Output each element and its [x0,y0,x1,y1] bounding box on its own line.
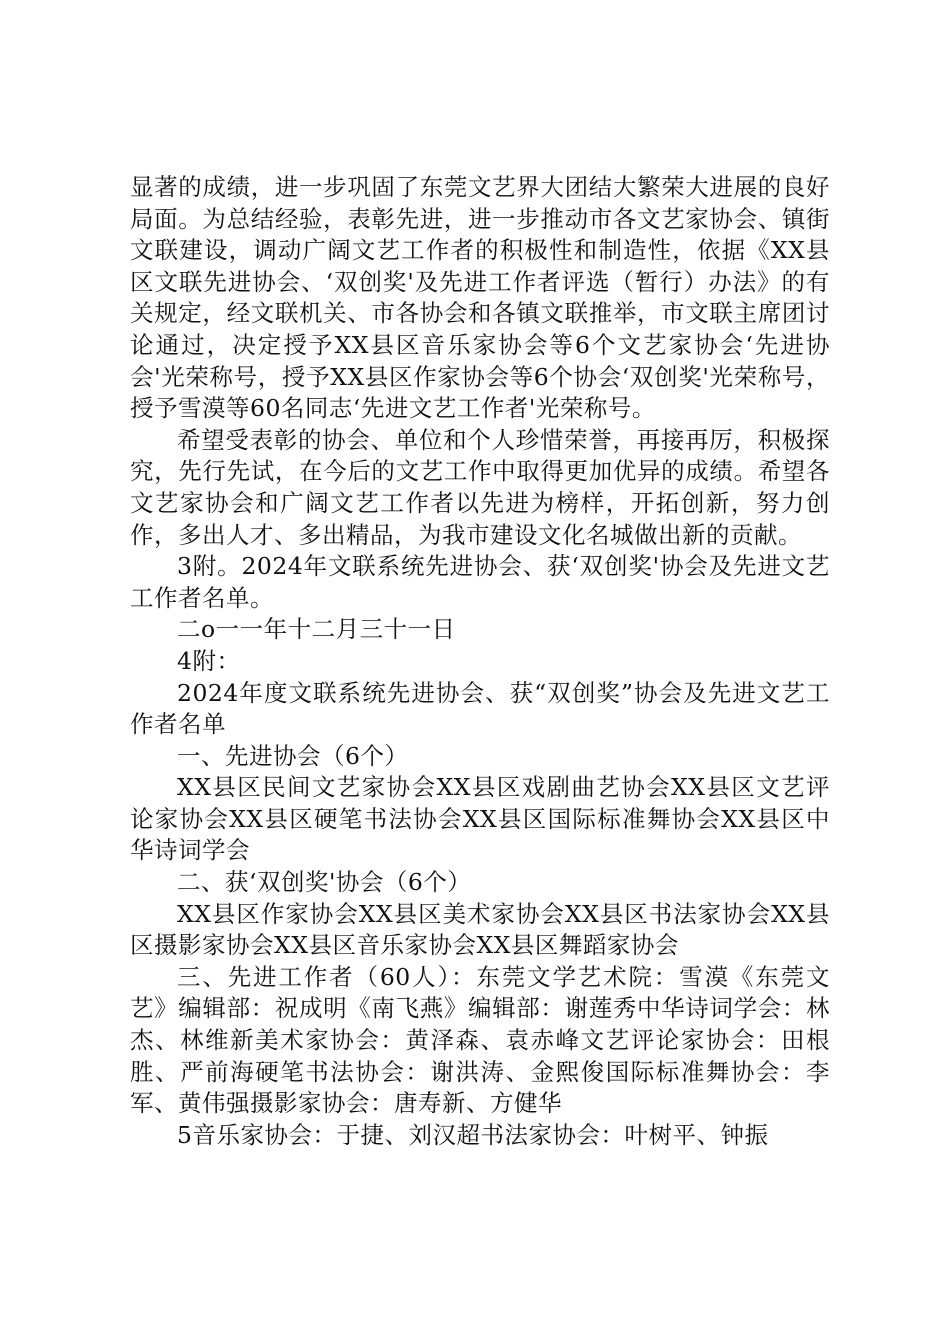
paragraph-list-title: 2024年度文联系统先进协会、获“双创奖”协会及先进文艺工作者名单 [130,678,830,739]
section-heading-double-innovation: 二、获‘双创奖'协会（6个） [177,868,472,897]
paragraph-music-calligraphy: 5音乐家协会：于捷、刘汉超书法家协会：叶树平、钟振 [177,1120,769,1149]
paragraph-advanced-associations: XX县区民间文艺家协会XX县区戏剧曲艺协会XX县区文艺评论家协会XX县区硬笔书法协会XX县区国际标准舞协会XX县区中华诗词学会 [130,773,830,865]
paragraph-attachment-label: 4附： [177,646,241,675]
paragraph-hope: 希望受表彰的协会、单位和个人珍惜荣誉，再接再厉，积极探究，先行先试，在今后的文艺工作中取得更加优异的成绩。希望各文艺家协会和广阔文艺工作者以先进为榜样，开拓创新，努力创作，多出人才、多出精品，为我市建设文化名城做出新的贡献。 [130,425,830,549]
paragraph-commendation: 显著的成绩，进一步巩固了东莞文艺界大团结大繁荣大进展的良好局面。为总结经验，表彰先进，进一步推动市各文艺家协会、镇街文联建设，调动广阔文艺工作者的积极性和制造性，依据《XX县区文联先进协会、‘双创奖'及先进工作者评选（暂行）办法》的有关规定，经文联机关、市各协会和各镇文联推举，市文联主席团讨论通过，决定授予XX县区音乐家协会等6个文艺家协会‘先进协会'光荣称号，授予XX县区作家协会等6个协会‘双创奖'光荣称号，授予雪漠等60名同志‘先进文艺工作者'光荣称号。 [130,173,830,423]
section-heading-advanced-associations: 一、先进协会（6个） [177,741,409,770]
paragraph-attachment-note: 3附。2024年文联系统先进协会、获‘双创奖'协会及先进文艺工作者名单。 [130,552,830,612]
paragraph-advanced-workers: 三、先进工作者（60人）：东莞文学艺术院：雪漠《东莞文艺》编辑部：祝成明《南飞燕》编辑部：谢莲秀中华诗词学会：林杰、林维新美术家协会：黄泽森、袁赤峰文艺评论家协会：田根胜、严前海硬笔书法协会：谢洪涛、金熙俊国际标准舞协会：李军、黄伟强摄影家协会：唐寿新、方健华 [130,962,830,1118]
paragraph-double-innovation: XX县区作家协会XX县区美术家协会XX县区书法家协会XX县区摄影家协会XX县区音乐家协会XX县区舞蹈家协会 [130,899,830,960]
paragraph-date: 二o一一年十二月三十一日 [177,615,456,644]
document-body [130,172,830,1151]
